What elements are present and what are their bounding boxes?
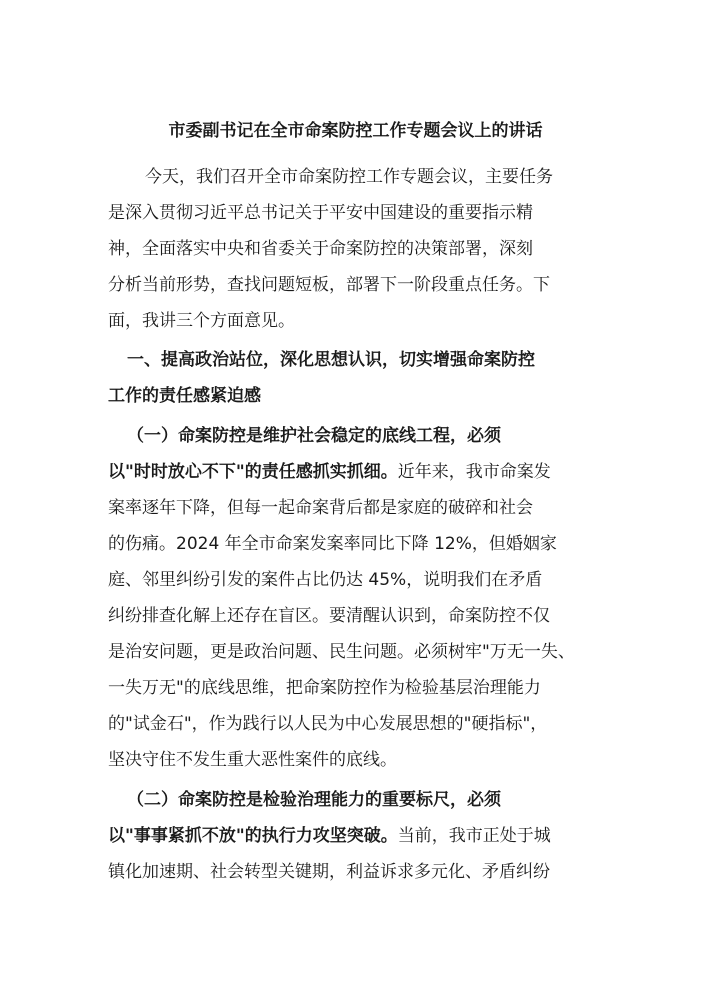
- paragraph-line: 庭、邻里纠纷引发的案件占比仍达 45%，说明我们在矛盾: [108, 570, 543, 590]
- paragraph-line: 一失万无"的底线思维，把命案防控作为检验基层治理能力: [108, 678, 541, 698]
- subsection-heading-line: （一）命案防控是维护社会稳定的底线工程，必须: [127, 426, 501, 446]
- paragraph-line: 案率逐年下降，但每一起命案背后都是家庭的破碎和社会: [108, 498, 533, 518]
- paragraph-line: 的"试金石"，作为践行以人民为中心发展思想的"硬指标"，: [108, 714, 548, 734]
- paragraph-line: 是治安问题，更是政治问题、民生问题。必须树牢"万无一失、: [108, 642, 575, 662]
- section-heading-line: 一、提高政治站位，深化思想认识，切实增强命案防控: [127, 350, 535, 370]
- paragraph-line: 的伤痛。2024 年全市命案发案率同比下降 12%，但婚姻家: [108, 534, 557, 554]
- paragraph-line: 坚决守住不发生重大恶性案件的底线。: [108, 750, 397, 770]
- subsection-heading-line: （二）命案防控是检验治理能力的重要标尺，必须: [127, 790, 501, 810]
- paragraph-line: 纠纷排查化解上还存在盲区。要清醒认识到，命案防控不仅: [108, 606, 550, 626]
- document-title: 市委副书记在全市命案防控工作专题会议上的讲话: [168, 121, 543, 141]
- paragraph-line: 镇化加速期、社会转型关键期，利益诉求多元化、矛盾纠纷: [108, 862, 550, 882]
- paragraph-line: 分析当前形势，查找问题短板，部署下一阶段重点任务。下: [108, 275, 550, 295]
- subsection-heading-tail: 以"时时放心不下"的责任感抓实抓细。: [108, 462, 398, 482]
- paragraph-line: 以"时时放心不下"的责任感抓实抓细。近年来，我市命案发: [108, 462, 551, 482]
- paragraph-line: 神，全面落实中央和省委关于命案防控的决策部署，深刻: [108, 239, 533, 259]
- paragraph-line: 面，我讲三个方面意见。: [108, 311, 295, 331]
- section-heading-line: 工作的责任感紧迫感: [108, 386, 261, 406]
- paragraph-line: 是深入贯彻习近平总书记关于平安中国建设的重要指示精: [108, 203, 533, 223]
- subsection-heading-tail: 以"事事紧抓不放"的执行力攻坚突破。: [108, 826, 398, 846]
- paragraph-line: 以"事事紧抓不放"的执行力攻坚突破。当前，我市正处于城: [108, 826, 551, 846]
- paragraph-line: 今天，我们召开全市命案防控工作专题会议，主要任务: [145, 167, 553, 187]
